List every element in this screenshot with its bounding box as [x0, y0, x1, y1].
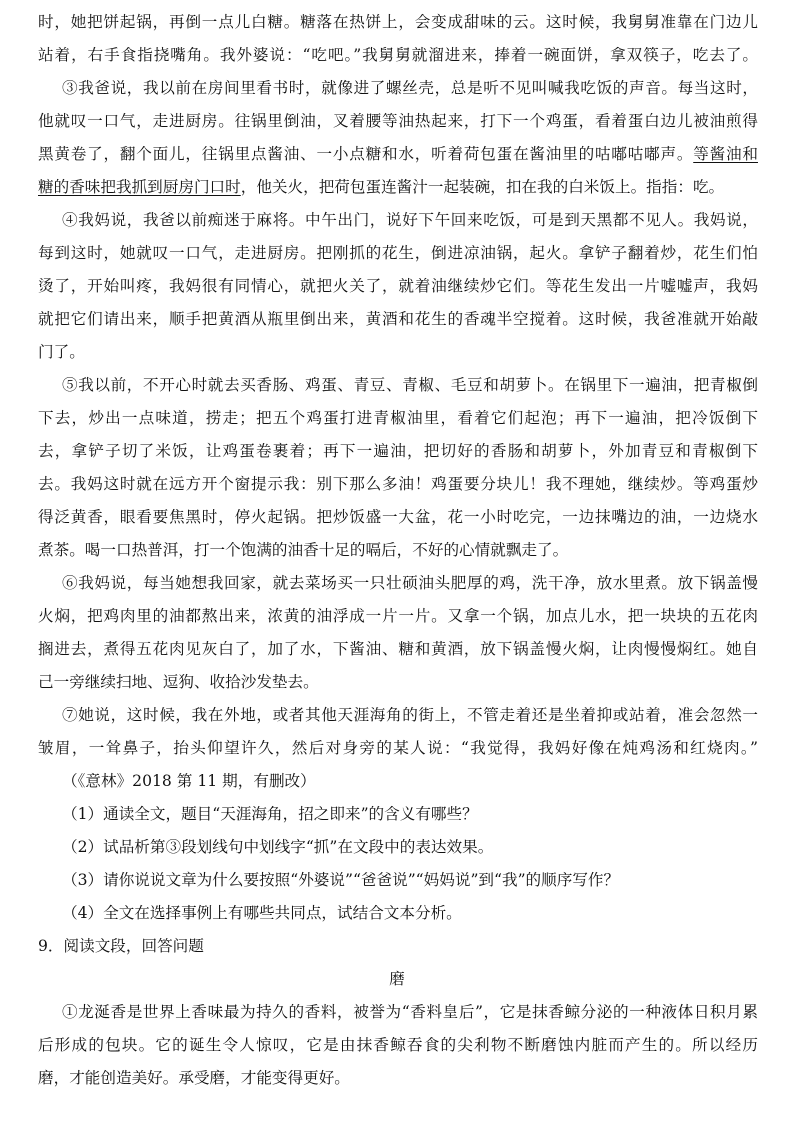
passage-line: ①龙涎香是世界上香味最为持久的香料，被誉为“香料皇后”，它是抹香鲸分泌的一种液体日积月累 [62, 1003, 758, 1021]
question-3: （3）请你说说文章为什么要按照“外婆说”“爸爸说”“妈妈说”到“我”的顺序写作？ [62, 871, 620, 889]
paragraph-5-line: 下去，炒出一点味道，捞走；把五个鸡蛋打进青椒油里，看着它们起泡；再下一遍油，把冷饭倒下 [38, 409, 758, 427]
paragraph-4-line: 门了。 [38, 343, 85, 361]
paragraph-5-line: 去。我妈这时就在远方开个窗提示我：别下那么多油！鸡蛋要分块儿！我不理她，继续炒。等鸡蛋炒 [38, 475, 758, 493]
question-1: （1）通读全文，题目“天涯海角，招之即来”的含义有哪些？ [62, 805, 478, 823]
line-text: ，他关火，把荷包蛋连酱汁一起装碗，扣在我的白米饭上。指指：吃。 [240, 178, 725, 196]
text-line: 站着，右手食指挠嘴角。我外婆说：“吃吧。”我舅舅就溜进来，捧着一碗面饼，拿双筷子，吃去了。 [38, 46, 758, 64]
paragraph-3-line: ③我爸说，我以前在房间里看书时，就像进了螺丝壳，总是听不见叫喊我吃饭的声音。每当这时， [62, 79, 758, 97]
source-citation: （《意林》2018 第 11 期，有删改） [62, 772, 316, 790]
paragraph-5-line: ⑤我以前，不开心时就去买香肠、鸡蛋、青豆、青椒、毛豆和胡萝卜。在锅里下一遍油，把青椒倒 [62, 376, 758, 394]
line-text: 黑黄卷了，翻个面儿，往锅里点酱油、一小点糖和水，听着荷包蛋在酱油里的咕嘟咕嘟声。 [38, 145, 694, 163]
question-9-heading: 9．阅读文段，回答问题 [38, 937, 204, 955]
paragraph-3-line [38, 175, 758, 199]
paragraph-6-line: ⑥我妈说，每当她想我回家，就去菜场买一只壮硕油头肥厚的鸡，洗干净，放水里煮。放下锅盖慢 [62, 574, 758, 592]
paragraph-4-line: 烫了，开始叫疼，我妈很有同情心，就把火关了，就着油继续炒它们。等花生发出一片嘘嘘声，我妈 [38, 277, 758, 295]
paragraph-7-line: 皱眉，一耸鼻子，抬头仰望许久，然后对身旁的某人说：“我觉得，我妈好像在炖鸡汤和红烧肉。” [38, 739, 758, 757]
text-line: 时，她把饼起锅，再倒一点儿白糖。糖落在热饼上，会变成甜味的云。这时候，我舅舅准靠在门边儿 [38, 13, 758, 31]
question-2: （2）试品析第③段划线句中划线字“抓”在文段中的表达效果。 [62, 838, 494, 856]
paragraph-3-line [38, 142, 758, 166]
paragraph-4-line: ④我妈说，我爸以前痴迷于麻将。中午出门，说好下午回来吃饭，可是到天黑都不见人。我妈说， [62, 211, 758, 229]
paragraph-3-line: 他就叹一口气，走进厨房。往锅里倒油，叉着腰等油热起来，打下一个鸡蛋，看着蛋白边儿被油煎得 [38, 112, 758, 130]
paragraph-4-line: 就把它们请出来，顺手把黄酒从瓶里倒出来，黄酒和花生的香魂半空搅着。这时候，我爸准就开始敲 [38, 310, 758, 328]
passage-line: 后形成的包块。它的诞生令人惊叹，它是由抹香鲸吞食的尖利物不断磨蚀内脏而产生的。所以经历 [38, 1036, 758, 1054]
underlined-sentence: 等酱油和 [693, 145, 758, 163]
passage-line: 磨，才能创造美好。承受磨，才能变得更好。 [38, 1069, 350, 1087]
passage-title: 磨 [389, 970, 405, 988]
paragraph-7-line: ⑦她说，这时候，我在外地，或者其他天涯海角的街上，不管走着还是坐着抑或站着，准会忽然一 [62, 706, 758, 724]
paragraph-5-line: 去，拿铲子切了米饭，让鸡蛋卷裹着；再下一遍油，把切好的香肠和胡萝卜，外加青豆和青椒倒下 [38, 442, 758, 460]
paragraph-6-line: 己一旁继续扫地、逗狗、收拾沙发垫去。 [38, 673, 319, 691]
paragraph-5-line: 煮茶。喝一口热普洱，打一个饱满的油香十足的嗝后，不好的心情就飘走了。 [38, 541, 569, 559]
paragraph-5-line: 得泛黄香，眼看要焦黑时，停火起锅。把炒饭盛一大盆，花一小时吃完，一边抹嘴边的油，一边烧水 [38, 508, 758, 526]
paragraph-6-line: 搁进去，煮得五花肉见灰白了，加了水，下酱油、糖和黄酒，放下锅盖慢火焖，让肉慢慢焖红。她自 [38, 640, 758, 658]
paragraph-6-line: 火焖，把鸡肉里的油都熬出来，浓黄的油浮成一片一片。又拿一个锅，加点儿水，把一块块的五花肉 [38, 607, 758, 625]
underlined-sentence: 糖的香味把我抓到厨房门口时 [38, 178, 241, 196]
paragraph-4-line: 每到这时，她就叹一口气，走进厨房。把刚抓的花生，倒进凉油锅，起火。拿铲子翻着炒，花生们怕 [38, 244, 758, 262]
question-4: （4）全文在选择事例上有哪些共同点，试结合文本分析。 [62, 904, 462, 922]
